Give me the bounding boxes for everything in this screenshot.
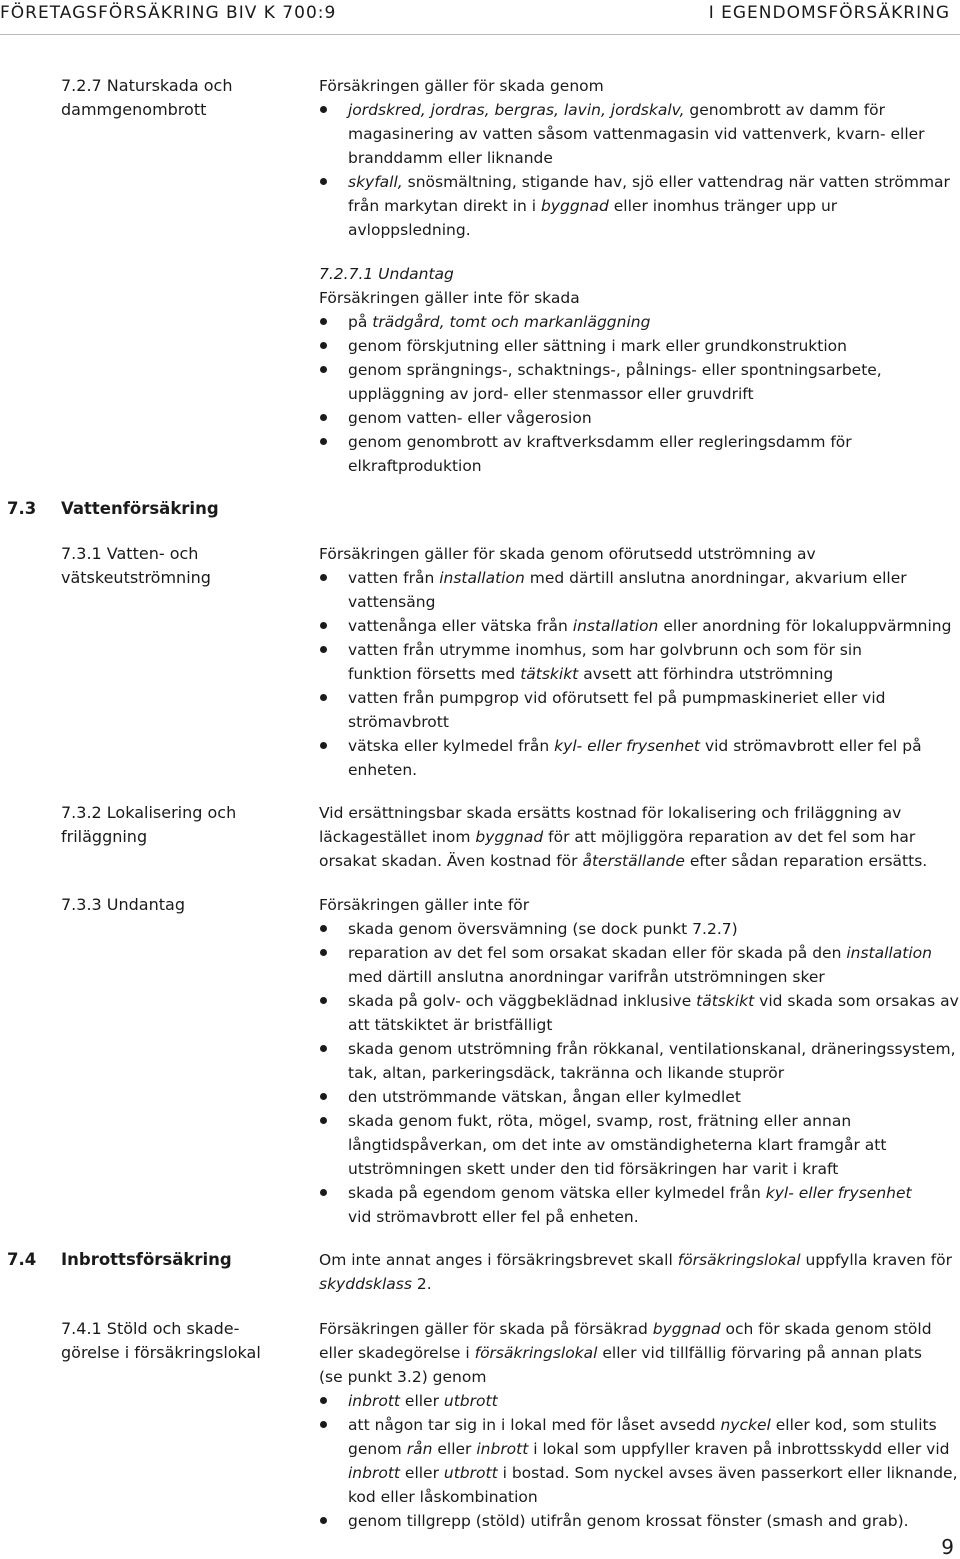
bullet-icon <box>320 366 327 373</box>
heading-7-3-3: 7.3.3 Undantag <box>61 895 185 914</box>
list-item: skada genom fukt, röta, mögel, svamp, rost, frätning eller annan långtidspåverkan, om det inte av omständigheterna klart framgår att utströmningen skett under den tid försäkringen har varit i kraft <box>319 1109 954 1181</box>
list-item: inbrott eller utbrott <box>319 1389 954 1413</box>
heading-7-4-1: 7.4.1 Stöld och skade- görelse i försäkringslokal <box>61 1319 261 1362</box>
bullet-icon <box>320 646 327 653</box>
bullet-icon <box>320 318 327 325</box>
heading-7-3-1: 7.3.1 Vatten- och vätskeutströmning <box>61 544 211 587</box>
section-number-7-4: 7.4 <box>7 1250 37 1269</box>
bullet-icon <box>320 1397 327 1404</box>
bullet-icon <box>320 178 327 185</box>
bullet-icon <box>320 342 327 349</box>
bullet-icon <box>320 925 327 932</box>
intro-text: Försäkringen gäller för skada genom oförutsedd utströmning av <box>319 545 816 563</box>
heading-7-3-2: 7.3.2 Lokalisering och friläggning <box>61 803 237 846</box>
list-item: skada på egendom genom vätska eller kylmedel från kyl- eller frysenhet vid strömavbrott eller fel på enheten. <box>319 1181 954 1229</box>
section-number-7-3: 7.3 <box>7 499 37 518</box>
bullet-icon <box>320 1093 327 1100</box>
list-item: genom sprängnings-, schaktnings-, pålnings- eller spontningsarbete, uppläggning av jord- eller stenmassor eller gruvdrift <box>319 358 954 406</box>
bullet-icon <box>320 622 327 629</box>
list-item: att någon tar sig in i lokal med för låset avsedd nyckel eller kod, som stulits genom rån eller inbrott i lokal som uppfyller kraven på inbrottsskydd eller vid inbrott eller utbrott i bostad. Som nyckel avses även passerkort eller liknande, kod eller låskombination <box>319 1413 954 1509</box>
bullet-icon <box>320 1189 327 1196</box>
intro-text: Försäkringen gäller inte för skada <box>319 289 580 307</box>
bullet-icon <box>320 1517 327 1524</box>
heading-7-2-7: 7.2.7 Naturskada och dammgenombrott <box>61 76 233 119</box>
section-title: I EGENDOMSFÖRSÄKRING <box>708 3 950 23</box>
list-item: genom vatten- eller vågerosion <box>319 406 954 430</box>
list-item: skyfall, snösmältning, stigande hav, sjö eller vattendrag när vatten strömmar från markytan direkt in i byggnad eller inomhus tränger upp ur avloppsledning. <box>319 170 954 242</box>
page-header <box>0 0 960 35</box>
section-7-4-body: Om inte annat anges i försäkringsbrevet skall försäkringslokal uppfylla kraven för skyddsklass 2. <box>319 1251 953 1293</box>
intro-text: Försäkringen gäller för skada genom <box>319 77 604 95</box>
list-item: på trädgård, tomt och markanläggning <box>319 310 954 334</box>
list-item: vatten från pumpgrop vid oförutsett fel på pumpmaskineriet eller vid strömavbrott <box>319 686 954 734</box>
bullet-icon <box>320 1421 327 1428</box>
list-item: den utströmmande vätskan, ångan eller kylmedlet <box>319 1085 954 1109</box>
list-item: genom förskjutning eller sättning i mark eller grundkonstruktion <box>319 334 954 358</box>
bullet-icon <box>320 106 327 113</box>
list-item: vätska eller kylmedel från kyl- eller frysenhet vid strömavbrott eller fel på enheten. <box>319 734 954 782</box>
list-item: skada genom översvämning (se dock punkt 7.2.7) <box>319 917 954 941</box>
bullet-icon <box>320 1117 327 1124</box>
list-item: vatten från utrymme inomhus, som har golvbrunn och som för sin funktion försetts med tätskikt avsett att förhindra utströmning <box>319 638 954 686</box>
section-7-3-1-body <box>319 542 954 782</box>
bullet-icon <box>320 949 327 956</box>
bullet-icon <box>320 574 327 581</box>
section-title-7-4: Inbrottsförsäkring <box>61 1250 232 1269</box>
section-7-3-3-body <box>319 893 959 1229</box>
bullet-icon <box>320 414 327 421</box>
bullet-icon <box>320 997 327 1004</box>
bullet-icon <box>320 694 327 701</box>
bullet-icon <box>320 438 327 445</box>
list-item: vattenånga eller vätska från installation eller anordning för lokaluppvärmning <box>319 614 954 638</box>
bullet-icon <box>320 742 327 749</box>
section-7-3-2-body: Vid ersättningsbar skada ersätts kostnad för lokalisering och friläggning av läckagestället inom byggnad för att möjliggöra reparation av det fel som har orsakat skadan. Även kostnad för återställande efter sådan reparation ersätts. <box>319 804 928 870</box>
bullet-icon <box>320 1045 327 1052</box>
list-item: vatten från installation med därtill anslutna anordningar, akvarium eller vattensäng <box>319 566 954 614</box>
page-number: 9 <box>941 1535 954 1559</box>
list-item: skada på golv- och väggbeklädnad inklusive tätskikt vid skada som orsakas av att tätskiktet är bristfälligt <box>319 989 954 1037</box>
section-7-2-7-1-body <box>319 262 954 478</box>
intro-text: Försäkringen gäller inte för <box>319 896 530 914</box>
list-item: reparation av det fel som orsakat skadan eller för skada på den installation med därtill anslutna anordningar varifrån utströmningen sker <box>319 941 954 989</box>
list-item: jordskred, jordras, bergras, lavin, jordskalv, genombrott av damm för magasinering av vatten såsom vattenmagasin vid vattenverk, kvarn- eller branddamm eller liknande <box>319 98 954 170</box>
section-7-2-7-body <box>319 74 954 242</box>
list-item: skada genom utströmning från rökkanal, ventilationskanal, dräneringssystem, tak, altan, parkeringsdäck, takränna och likande stuprör <box>319 1037 954 1085</box>
list-item: genom tillgrepp (stöld) utifrån genom krossat fönster (smash and grab). <box>319 1509 954 1533</box>
document-title: FÖRETAGSFÖRSÄKRING BIV K 700:9 <box>0 3 337 23</box>
subheading-7-2-7-1: 7.2.7.1 Undantag <box>319 265 454 283</box>
section-title-7-3: Vattenförsäkring <box>61 499 219 518</box>
section-7-4-1-body: Försäkringen gäller för skada på försäkrad byggnad och för skada genom stöld eller skadegörelse i försäkringslokal eller vid tillfällig förvaring på annan plats (se punkt 3.2) genom inbrott eller utbrott att någon tar sig in i lokal med för låset avsedd nyckel eller kod, som stulits genom rån eller inbrott i lokal som uppfyller kraven på inbrottsskydd eller vid inbrott eller utbrott i bostad. Som nyckel avses även passerkort eller liknande, kod eller låskombination genom tillgrepp (stöld) utifrån genom krossat fönster (smash and grab). <box>319 1317 954 1533</box>
list-item: genom genombrott av kraftverksdamm eller regleringsdamm för elkraftproduktion <box>319 430 954 478</box>
